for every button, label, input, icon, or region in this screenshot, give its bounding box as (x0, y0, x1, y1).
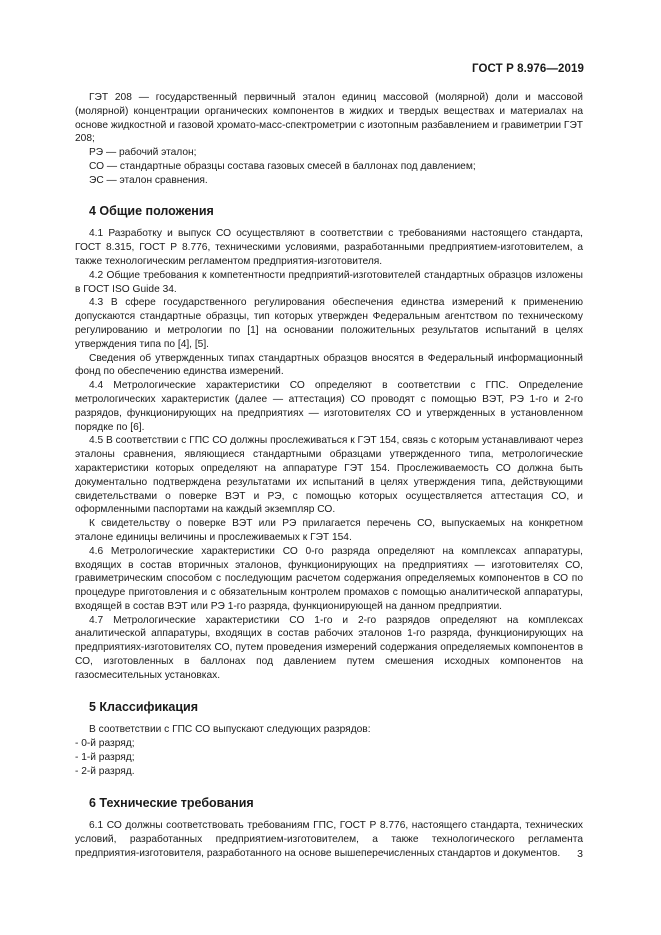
paragraph-4-4: 4.4 Метрологические характеристики СО определяют в соответствии с ГПС. Определение метрологических характеристик (далее — аттестация) СО проводят с помощью ВЭТ, РЭ 1-го и 2-го разрядов, функционирующих на предприятиях — изготовителях СО и утвержденных в установленном порядке по [6]. (75, 380, 583, 433)
paragraph-4-7: 4.7 Метрологические характеристики СО 1-го и 2-го разрядов определяют на комплексах аналитической аппаратуры, входящих в состав рабочих эталонов 1-го разряда, функционирующих на предприятиях-изготовителях СО, путем проведения измерений содержания определяемых компонентов в СО, изготовленных в баллонах под давлением путем смешения исходных компонентов на газосмесительных установках. (75, 614, 583, 681)
definition-es: ЭС — эталон сравнения. (89, 174, 208, 186)
definition-re: РЭ — рабочий эталон; (89, 147, 197, 159)
document-body (75, 91, 583, 861)
list-item: - 2-й разряд. (75, 765, 135, 777)
section-4-heading: 4 Общие положения (89, 203, 214, 218)
paragraph-6-1: 6.1 СО должны соответствовать требованиям ГПС, ГОСТ Р 8.776, настоящего стандарта, технических условий, разработанных предприятием-изготовителем, а также технологического регламента предприятия-изготовителя, разработанного на основе вышеперечисленных стандартов и документов. (75, 820, 583, 860)
page-number: 3 (577, 848, 583, 860)
classification-list (75, 737, 583, 778)
document-header: ГОСТ Р 8.976—2019 (472, 63, 584, 75)
definition-so: СО — стандартные образцы состава газовых смесей в баллонах под давлением; (89, 160, 476, 172)
paragraph-5-intro: В соответствии с ГПС СО выпускают следующих разрядов: (89, 724, 371, 736)
paragraph-4-3-note: Сведения об утвержденных типах стандартных образцов вносятся в Федеральный информационный фонд по обеспечению единства измерений. (75, 352, 583, 378)
list-item: - 1-й разряд; (75, 752, 135, 764)
section-5-heading: 5 Классификация (89, 699, 199, 714)
paragraph-4-6: 4.6 Метрологические характеристики СО 0-го разряда определяют на комплексах аппаратуры, входящих в состав вторичных эталонов, функционирующих на предприятиях — изготовителях СО, гравиметрическим способом с последующим расчетом содержания определяемых компонентов в СО по процедуре приготовления и с обязательным контролем промахов с помощью аналитической аппаратуры, входящей в состав ВЭТ или РЭ 1-го разряда, функционирующей на данном предприятии. (75, 545, 583, 612)
paragraph-4-5-note: К свидетельству о поверке ВЭТ или РЭ прилагается перечень СО, выпускаемых на конкретном эталоне единицы величины и прослеживаемых к ГЭТ 154. (75, 518, 583, 543)
definition-get208: ГЭТ 208 — государственный первичный эталон единиц массовой (молярной) доли и массовой (молярной) концентрации органических компонентов в жидких и твердых веществах и материалах на основе жидкостной и газовой хромато-масс-спектрометрии с изотопным разбавлением и гравиметрии ГЭТ 208; (75, 92, 583, 145)
paragraph-4-5: 4.5 В соответствии с ГПС СО должны прослеживаться к ГЭТ 154, связь с которым устанавливают через эталоны сравнения, являющиеся стандартными образцами утвержденного типа, метрологические характеристики которых определяют на аппаратуре ГЭТ 154. Прослеживаемость СО должна быть документально подтверждена результатами их испытаний в целях утверждения типа, действующими свидетельствами о поверке ВЭТ и РЭ, с помощью которых осуществляется аттестация СО, и оформленными паспортами на каждый экземпляр СО. (75, 435, 583, 516)
paragraph-4-1: 4.1 Разработку и выпуск СО осуществляют в соответствии с требованиями настоящего стандарта, ГОСТ 8.315, ГОСТ Р 8.776, техническими условиями, разработанными предприятием-изготовителем, а также технологическим регламентом предприятия-изготовителя. (75, 228, 583, 267)
list-item: - 0-й разряд; (75, 738, 135, 750)
paragraph-4-2: 4.2 Общие требования к компетентности предприятий-изготовителей стандартных образцов изложены в ГОСТ ISO Guide 34. (75, 269, 583, 295)
section-6-heading: 6 Технические требования (89, 795, 254, 810)
paragraph-4-3: 4.3 В сфере государственного регулирования обеспечения единства измерений к применению допускаются стандартные образцы, тип которых утвержден Федеральным агентством по техническому регулированию и метрологии по [1] на основании положительных результатов испытаний в целях утверждения типа по [4], [5]. (75, 297, 583, 350)
